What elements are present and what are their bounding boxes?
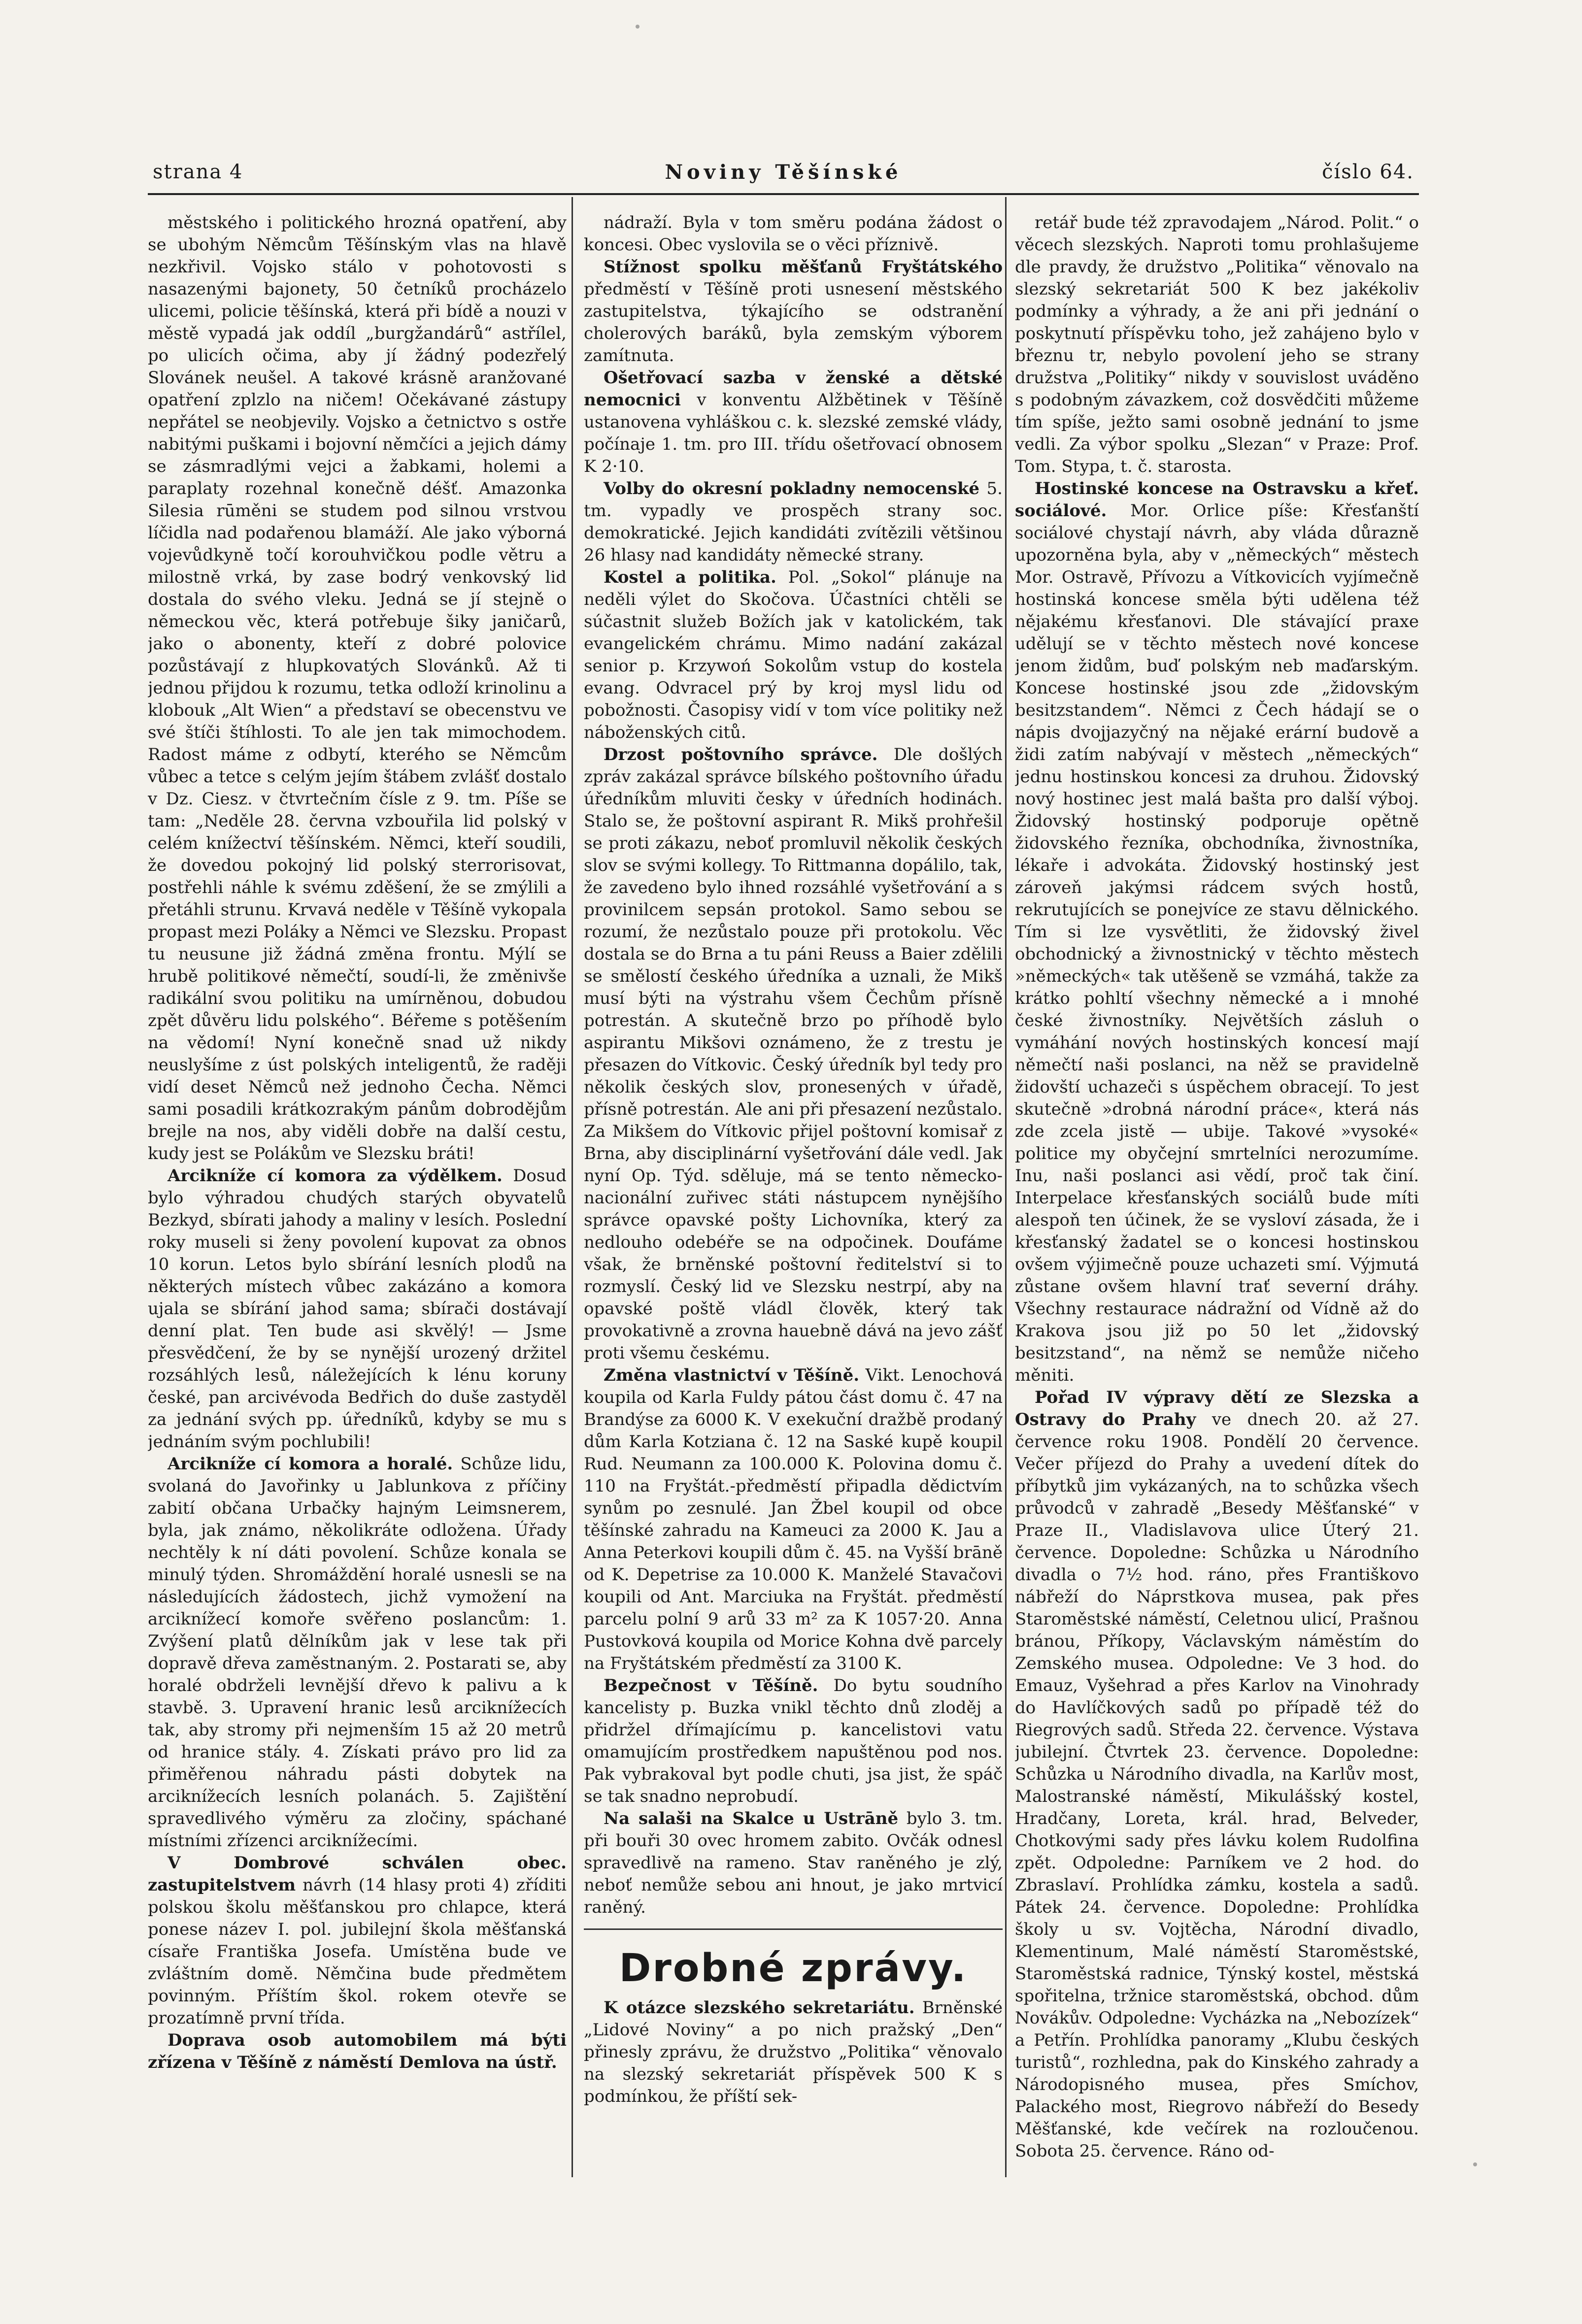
column-divider xyxy=(572,197,573,2177)
article-paragraph: Stížnost spolku měšťanů Fryštátského předměstí v Těšíně proti usnesení městského zastupitelstva, týkajícího se odstranění cholerových baráků, byla zemským výborem zamítnuta. xyxy=(584,257,1003,365)
issue-number: číslo 64. xyxy=(1322,161,1414,183)
column-2 xyxy=(584,212,1003,2182)
article-paragraph: V Dombrové schválen obec. zastupitelstvem návrh (14 hlasy proti 4) zříditi polskou školu měšťanskou pro chlapce, která ponese název I. pol. jubilejní škola měšťanská císaře Františka Josefa. Umístěna bude ve zvláštním domě. Němčina bude předmětem povinným. Příštím škol. rokem otevře se prozatímně první třída. xyxy=(148,1853,567,2028)
article-paragraph: Pořad IV výpravy dětí ze Slezska a Ostravy do Prahy ve dnech 20. až 27. července roku 1908. Pondělí 20 července. Večer příjezd do Prahy a uvedení dítek do příbytků jim vykázaných, na to schůzka všech průvodců v zahradě „Besedy Měšťanské“ v Praze II., Vladislavova ulice Úterý 21. července. Dopoledne: Schůzka u Národního divadla o 7½ hod. ráno, přes Františkovo nábřeží do Náprstkova musea, pak přes Staroměstské náměstí, Celetnou ulicí, Prašnou bránou, Příkopy, Václavským náměstím do Zemského musea. Odpoledne: Ve 3 hod. do Emauz, Vyšehrad a přes Karlov na Vinohrady do Havlíčkových sadů po případě též do Riegrových sadů. Středa 22. července. Výstava jubilejní. Čtvrtek 23. července. Dopoledne: Schůzka u Národního divadla, na Karlův most, Malostranské náměstí, Mikulášský kostel, Hradčany, Loreta, král. hrad, Belveder, Chotkovými sady přes lávku kolem Rudolfina zpět. Odpoledne: Parníkem ve 2 hod. do Zbraslaví. Prohlídka zámku, kostela a sadů. Pátek 24. července. Dopoledne: Prohlídka školy u sv. Vojtěcha, Národní divadlo, Klementinum, Malé náměstí Staroměstské, Staroměstská radnice, Týnský kostel, městská spořitelna, tržnice staroměstská, obchod. dům Novákův. Odpoledne: Vycházka na „Nebozízek“ a Petřín. Prohlídka panoramy „Klubu českých turistů“, rozhledna, pak do Kinského zahrady a Národopisného musea, přes Smíchov, Palackého most, Riegrovo nábřeží do Besedy Měšťanské, kde večírek na rozloučenou. Sobota 25. července. Ráno od- xyxy=(1015,1388,1419,2161)
article-paragraph: Doprava osob automobilem má býti zřízena v Těšíně z náměstí Demlova na ústř. xyxy=(148,2030,567,2072)
column-divider xyxy=(1005,197,1007,2177)
column-1 xyxy=(148,212,567,2182)
print-speck xyxy=(1473,2162,1477,2166)
article-paragraph: městského i politického hrozná opatření, aby se ubohým Němcům Těšínským vlas na hlavě nezkřivil. Vojsko stálo v pohotovosti s nasazenými bajonety, 50 četníků procházelo ulicemi, policie těšínská, která při bídě a nouzi v městě vypadá jak oddíl „burgžandárů“ astřílel, po ulicích očima, aby jí žádný podezřelý Slovánek neušel. A takové krásně aranžované opatření zplzlo na ničem! Očekávané zástupy nepřátel se neobjevily. Vojsko a četnictvo s ostře nabitými puškami i bojovní němčíci a jejich dámy se zásmradlými vejci a žabkami, holemi a paraplaty rozehnal konečně déšť. Amazonka Silesia rūměni se studem pod silnou vrstvou líčidla nad podařenou blamáží. Ale jako výborná vojevůdkyně točí korouhvičkou podle větru a milostně vrká, by zase bodrý venkovský lid dostala do svého vleku. Jedná se jí stejně o německou věc, která potřebuje šiky janičarů, jako o abonenty, kteří z dobré polovice pozůstávají z hlupkovatých Slovánků. Až ti jednou přijdou k rozumu, tetka odloží krinolinu a klobouk „Alt Wien“ a představí se obecenstvu ve své štíči štíhlosti. To ale jen tak mimochodem. Radost máme z odbytí, kterého se Němcům vůbec a tetce s celým jejím štábem zvlášť dostalo v Dz. Ciesz. v čtvrtečním čísle z 9. tm. Píše se tam: „Neděle 28. června vzbouřila lid polský v celém knížectví těšínském. Němci, kteří soudili, že dovedou pokojný lid polský sterrorisovat, postřehli náhle k svému zděšení, že se zmýlili a přetáhli strunu. Krvavá neděle v Těšíně vykopala propast mezi Poláky a Němci ve Slezsku. Propast tu neusune již žádná změna frontu. Mýlí se hrubě politikové němečtí, soudí-li, že změnivše radikální svou politiku na umírněnou, dobudou zpět důvěru lidu polského“. Béřeme s potěšením na vědomí! Nyní konečně snad už nikdy neuslyšíme z úst polských inteligentů, že raději vidí deset Němců než jednoho Čecha. Němci sami posadili krátkozrakým pánům dobrodějům brejle na nos, aby viděli dobře na další cestu, kudy jest se Polákům ve Slezsku bráti! xyxy=(148,213,567,1163)
article-paragraph: Drzost poštovního správce. Dle došlých zpráv zakázal správce bílského poštovního úřadu úředníkům mluviti česky v úředních hodinách. Stalo se, že poštovní aspirant R. Mikš prohřešil se proti zákazu, neboť promluvil několik českých slov se svými kollegy. To Rittmanna dopálilo, tak, že zavedeno bylo ihned rozsáhlé vyšetřování a s provinilcem sepsán protokol. Samo sebou se rozumí, že nezůstalo pouze při protokolu. Věc dostala se do Brna a tu páni Reuss a Baier zdělili se smělostí českého úředníka a uznali, že Mikš musí býti na výstrahu všem Čechům přísně potrestán. A skutečně brzo po příhodě bylo aspirantu Mikšovi oznámeno, že z trestu je přesazen do Vítkovic. Český úředník byl tedy pro několik českých slov, pronesených v úřadě, přísně potrestán. Ale ani při přesazení nezůstalo. Za Mikšem do Vítkovic přijel poštovní komisař z Brna, aby disciplinární vyšetřování dále vedl. Jak nyní Op. Týd. sděluje, má se tento německo-nacionální zuřivec státi nástupcem nynějšího správce opavské pošty Lichovníka, který za nedlouho odebéře se na odpočinek. Doufáme však, že brněnské poštovní ředitelství si to rozmyslí. Český lid ve Slezsku nestrpí, aby na opavské poště vládl člověk, který tak provokativně a zrovna hauebně dává na jevo zášť proti všemu českému. xyxy=(584,745,1003,1363)
section-heading: Drobné zprávy. xyxy=(619,1946,968,1991)
page-header xyxy=(153,157,1414,186)
header-rule xyxy=(148,193,1419,195)
article-paragraph: Arcikníže cí komora za výdělkem. Dosud bylo výhradou chudých starých obyvatelů Bezkyd, sbírati jahody a maliny v lesích. Poslední roky museli si ženy povolení kupovat za obnos 10 korun. Letos bylo sbírání lesních plodů na některých místech vůbec zakázáno a komora ujala se sbírání jahod sama; sbírači dostávají denní plat. Ten bude asi skvělý! — Jsme přesvědčení, že by se nynější urozený držitel rozsáhlých lesů, náležejících k lénu koruny české, pan arcivévoda Bedřich do duše zastyděl za jednání svých pp. úředníků, kdyby se mu s jednáním svým pochlubili! xyxy=(148,1166,567,1452)
article-paragraph: Hostinské koncese na Ostravsku a křeť. sociálové. Mor. Orlice píše: Křesťanští sociálové chystají návrh, aby vláda důrazně upozorněna byla, aby v „německých“ městech Mor. Ostravě, Přívozu a Vítkovicích vyjímečně hostinská koncese směla býti udělena též nějakému křesťanovi. Dle stávající praxe udělují se v těchto městech nové koncese jenom židům, buď polským neb maďarským. Koncese hostinské jsou zde „židovským besitzstandem“. Němci z Čech hádají se o nápis dvojjazyčný na nějaké erární budově a židi zatím nabývají v městech „německých“ jednu hostinskou koncesi za druhou. Židovský nový hostinec jest malá bašta pro další výboj. Židovský hostinský podporuje opětně židovského řezníka, obchodníka, živnostníka, lékaře i advokáta. Židovský hostinský jest zároveň jakýmsi rádcem svých hostů, rekrutujících se ponejvíce ze stavu dělnického. Tím si lze vysvětliti, že židovský živel obchodnický a živnostnický v těchto městech »německých« tak utěšeně se vzmáhá, takže za krátko pohltí všechny německé a i mnohé české živnostníky. Největších zásluh o vymáhání nových hostinských koncesí mají němečtí naši poslanci, na něž se pravidelně židovští uchazeči s úspěchem obracejí. To jest skutečně »drobná národní práce«, která nás zde zcela jistě — ubije. Takové »vysoké« politice my obyčejní smrtelníci nerozumíme. Inu, naši poslanci asi vědí, proč tak činí. Interpelace křesťanských sociálů bude míti alespoň ten účinek, že se vysloví zásada, že i křesťanský žadatel se o koncesi hostinskou ovšem výjimečně pouze uchazeti smí. Výjmutá zůstane ovšem hlavní trať severní dráhy. Všechny restaurace nádražní od Vídně až do Krakova jsou již po 50 let „židovský besitzstand“, na němž se nemůže ničeho měniti. xyxy=(1015,479,1419,1385)
section-rule xyxy=(584,1928,1003,1930)
column-3 xyxy=(1015,212,1419,2182)
article-paragraph: Arcikníže cí komora a horalé. Schůze lidu, svolaná do Javořinky u Jablunkova z příčiny zabití občana Urbačky hajným Leimsnerem, byla, jak známo, několikráte odložena. Úřady nechtěly k ní dáti povolení. Schůze konala se minulý týden. Shromáždění horalé usnesli se na následujících žádostech, jichž vymožení na arciknížecí komoře svěřeno poslancům: 1. Zvýšení platů dělníkům jak v lese tak při dopravě dřeva zaměstnaným. 2. Postarati se, aby horalé obdrželi levnější dřevo k palivu a k stavbě. 3. Upravení hranic lesů arciknížecích tak, aby stromy při nejmenším 15 až 20 metrů od hranice stály. 4. Získati právo pro lid za přiměřenou náhradu pásti dobytek na arciknížecích lesních polanách. 5. Zajištění spravedlivého výměru za zločiny, spáchané místními zřízenci arciknížecími. xyxy=(148,1454,567,1851)
page-number: strana 4 xyxy=(153,161,243,183)
article-paragraph: Bezpečnost v Těšíně. Do bytu soudního kancelisty p. Buzka vnikl těchto dnů zloděj a přidržel dřímajícímu p. kancelistovi vatu omamujícím prostředkem napuštěnou pod nos. Pak vybrakoval byt podle chuti, jsa jist, že spáč se tak snadno neprobudí. xyxy=(584,1676,1003,1806)
article-paragraph: Změna vlastnictví v Těšíně. Vikt. Lenochová koupila od Karla Fuldy pátou část domu č. 47 na Brandýse za 6000 K. V exekuční dražbě prodaný dům Karla Kotziana č. 12 na Saské kupě koupil Rud. Neumann za 100.000 K. Polovina domu č. 110 na Fryštát.-předměstí připadla dědictvím synům po zesnulé. Jan Žbel koupil od obce těšínské zahradu na Kameuci za 2000 K. Jau a Anna Peterkovi koupili dům č. 45. na Vyšší brāně od K. Depetrise za 10.000 K. Manželé Stavačovi koupili od Ant. Marciuka na Fryštát. předměstí parcelu polní 9 arů 33 m² za K 1057·20. Anna Pustovková koupila od Morice Kohna dvě parcely na Fryštátském předměstí za 3100 K. xyxy=(584,1365,1003,1673)
article-paragraph: Kostel a politika. Pol. „Sokol“ plánuje na neděli výlet do Skočova. Účastníci chtěli se súčastnit služeb Božích jak v katolickém, tak evangelickém chrámu. Mimo nadání zakázal senior p. Krzywoń Sokolům vstup do kostela evang. Odvracel prý by kroj mysl lidu od pobožnosti. Časopisy vidí v tom více politiky než náboženských citů. xyxy=(584,567,1003,742)
print-speck xyxy=(636,25,640,29)
article-paragraph: Na salaši na Skalce u Ustrāně bylo 3. tm. při bouři 30 ovec hromem zabito. Ovčák odnesl spravedlivě na rameno. Stav raněného je zlý, neboť nemůže sebou ani hnout, je jako mrtvicí raněný. xyxy=(584,1809,1003,1917)
article-paragraph: K otázce slezského sekretariátu. Brněnské „Lidové Noviny“ a po nich pražský „Den“ přinesly zprávu, že družstvo „Politika“ věnovalo na slezský sekretariát příspěvek 500 K s podmínkou, že příští sek- xyxy=(584,1998,1003,2106)
article-paragraph: nádraží. Byla v tom směru podána žádost o koncesi. Obec vyslovila se o věci příznivě. xyxy=(584,213,1003,255)
article-paragraph: Ošetřovací sazba v ženské a dětské nemocnici v konventu Alžbětinek v Těšíně ustanovena vyhláškou c. k. slezské zemské vlády, počínaje 1. tm. pro III. třídu ošetřovací obnosem K 2·10. xyxy=(584,368,1003,476)
article-paragraph: Volby do okresní pokladny nemocenské 5. tm. vypadly ve prospěch strany soc. demokratické. Jejich kandidáti zvítězili většinou 26 hlasy nad kandidáty německé strany. xyxy=(584,479,1003,565)
article-paragraph: retář bude též zpravodajem „Národ. Polit.“ o věcech slezských. Naproti tomu prohlašujeme dle pravdy, že družstvo „Politika“ věnovalo na slezský sekretariát 500 K bez jakékoliv podmínky a výhrady, a že ani při jednání o poskytnutí příspěvku toho, jež zahájeno bylo v březnu tr, nebylo povolení jeho se strany družstva „Politiky“ nikdy v souvislost uváděno s podobným závazkem, což dosvědčiti můžeme tím spíše, ježto sami osobně jednání to jsme vedli. Za výbor spolku „Slezan“ v Praze: Prof. Tom. Stypa, t. č. starosta. xyxy=(1015,213,1419,476)
newspaper-title: Noviny Těšínské xyxy=(665,161,902,184)
